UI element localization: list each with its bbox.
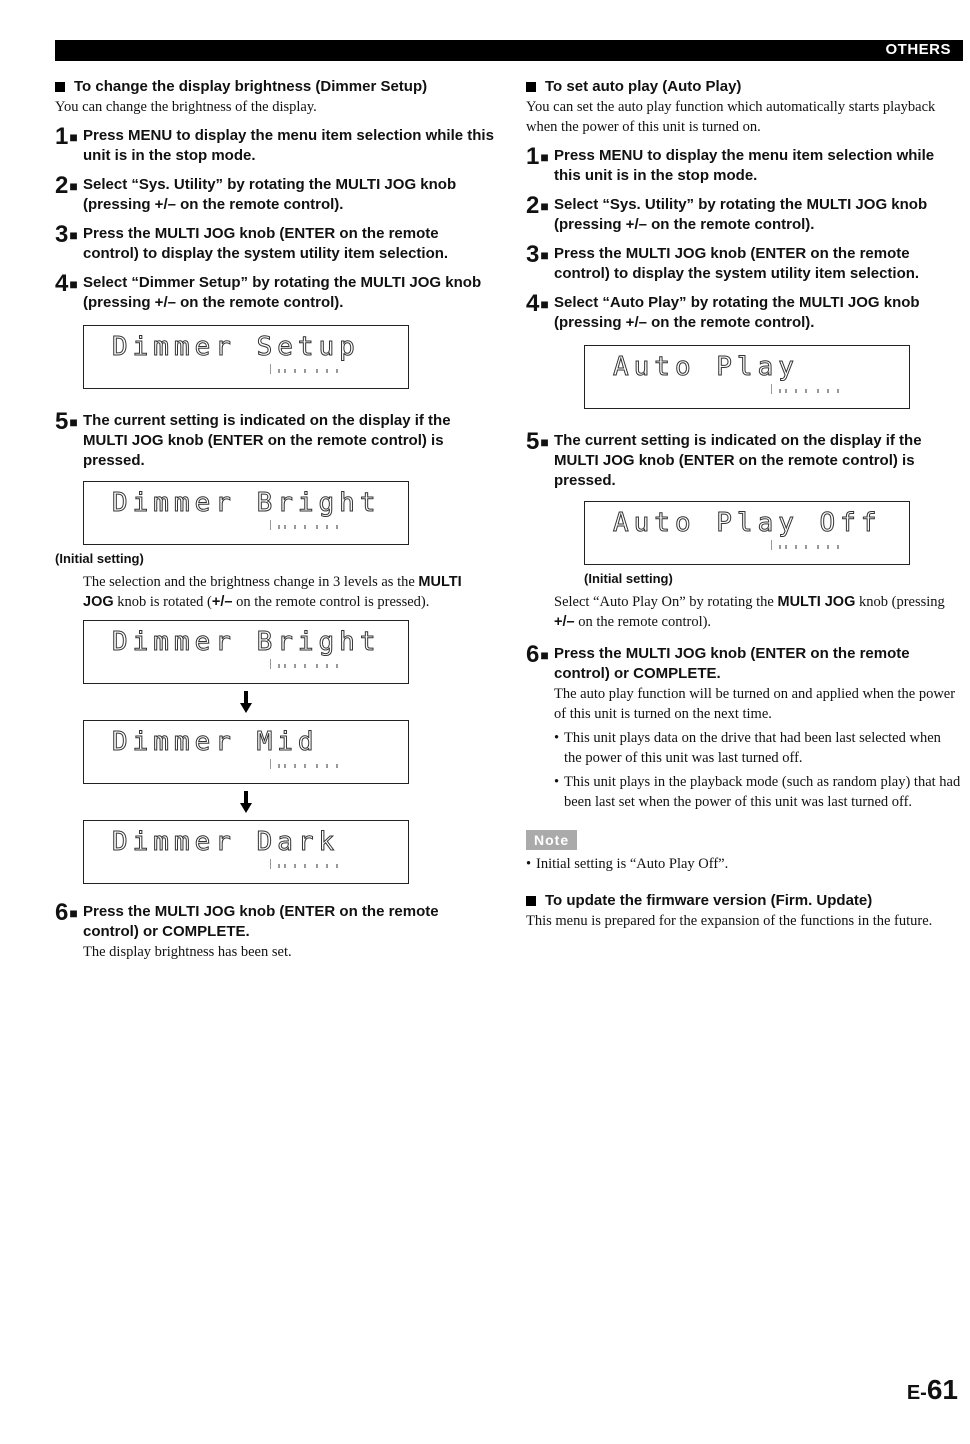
autoplay-result: The auto play function will be turned on and applied when the power of this unit is turned on the next time.	[554, 686, 956, 722]
step: 5■ The current setting is indicated on the display if the MULTI JOG knob (ENTER on the remote control) is pressed.	[526, 428, 922, 489]
lcd-indicator-icon	[771, 540, 847, 550]
down-arrow-icon	[83, 784, 409, 820]
square-bullet-icon	[526, 896, 536, 906]
page-number: E-61	[906, 1374, 958, 1405]
list-item: • This unit plays data on the drive that had been last selected when the power of this unit was last turned off.	[554, 730, 941, 766]
note-badge: Note	[526, 830, 577, 850]
step: 2■ Select “Sys. Utility” by rotating the MULTI JOG knob (pressing +/– on the remote control).	[55, 172, 457, 213]
square-bullet-icon	[55, 82, 65, 92]
lcd-indicator-icon	[270, 759, 346, 769]
note-section	[526, 830, 962, 874]
lcd-indicator-icon	[270, 859, 346, 869]
autoplay-select-text: Select “Auto Play On” by rotating the MULTI JOG knob (pressing +/– on the remote control).	[554, 594, 945, 630]
step: 1■ Press MENU to display the menu item selection while this unit is in the stop mode.	[55, 123, 494, 164]
dimmer-result: The display brightness has been set.	[83, 944, 292, 960]
step: 5■ The current setting is indicated on the display if the MULTI JOG knob (ENTER on the remote control) is pressed.	[55, 408, 451, 469]
lcd-display: Auto Play Off	[584, 501, 910, 565]
step: 2■ Select “Sys. Utility” by rotating the MULTI JOG knob (pressing +/– on the remote control).	[526, 192, 928, 233]
lcd-display: Dimmer Dark	[83, 820, 409, 884]
lcd-display: Dimmer Setup	[83, 325, 409, 389]
lcd-indicator-icon	[270, 364, 346, 374]
dimmer-intro: You can change the brightness of the display.	[55, 99, 317, 115]
section-header-bar	[55, 40, 963, 61]
initial-setting-label: (Initial setting)	[584, 571, 673, 586]
autoplay-intro: You can set the auto play function which automatically starts playback when the power of this unit is turned on.	[526, 99, 936, 135]
lcd-display: Dimmer Bright	[83, 620, 409, 684]
left-column	[55, 78, 495, 962]
step: 6■ Press the MULTI JOG knob (ENTER on the remote control) or COMPLETE.	[526, 641, 910, 682]
step: 1■ Press MENU to display the menu item selection while this unit is in the stop mode.	[526, 143, 935, 184]
lcd-display: Dimmer Bright	[83, 481, 409, 545]
step: 3■ Press the MULTI JOG knob (ENTER on the remote control) to display the system utility item selection.	[526, 241, 920, 282]
note-item: • Initial setting is “Auto Play Off”.	[526, 856, 729, 872]
dimmer-heading: To change the display brightness (Dimmer Setup)	[55, 78, 495, 95]
step: 4■ Select “Auto Play” by rotating the MULTI JOG knob (pressing +/– on the remote control).	[526, 290, 920, 331]
step: 4■ Select “Dimmer Setup” by rotating the MULTI JOG knob (pressing +/– on the remote control).	[55, 270, 482, 311]
lcd-display: Auto Play	[584, 345, 910, 409]
firmware-heading: To update the firmware version (Firm. Update)	[526, 892, 962, 909]
list-item: • This unit plays in the playback mode (such as random play) that had been last set when the power of this unit was last turned off.	[554, 774, 961, 810]
dimmer-explanation: The selection and the brightness change in 3 levels as the MULTI JOG knob is rotated (+/– on the remote control is pressed).	[83, 574, 462, 610]
lcd-indicator-icon	[771, 384, 847, 394]
section-title: OTHERS	[885, 41, 951, 58]
lcd-display: Dimmer Mid	[83, 720, 409, 784]
lcd-indicator-icon	[270, 520, 346, 530]
lcd-indicator-icon	[270, 659, 346, 669]
autoplay-heading: To set auto play (Auto Play)	[526, 78, 962, 95]
right-column	[526, 78, 962, 931]
down-arrow-icon	[83, 684, 409, 720]
square-bullet-icon	[526, 82, 536, 92]
step: 3■ Press the MULTI JOG knob (ENTER on the remote control) to display the system utility item selection.	[55, 221, 449, 262]
step: 6■ Press the MULTI JOG knob (ENTER on the remote control) or COMPLETE.	[55, 899, 439, 940]
initial-setting-label: (Initial setting)	[55, 551, 144, 566]
firmware-text: This menu is prepared for the expansion of the functions in the future.	[526, 913, 933, 929]
